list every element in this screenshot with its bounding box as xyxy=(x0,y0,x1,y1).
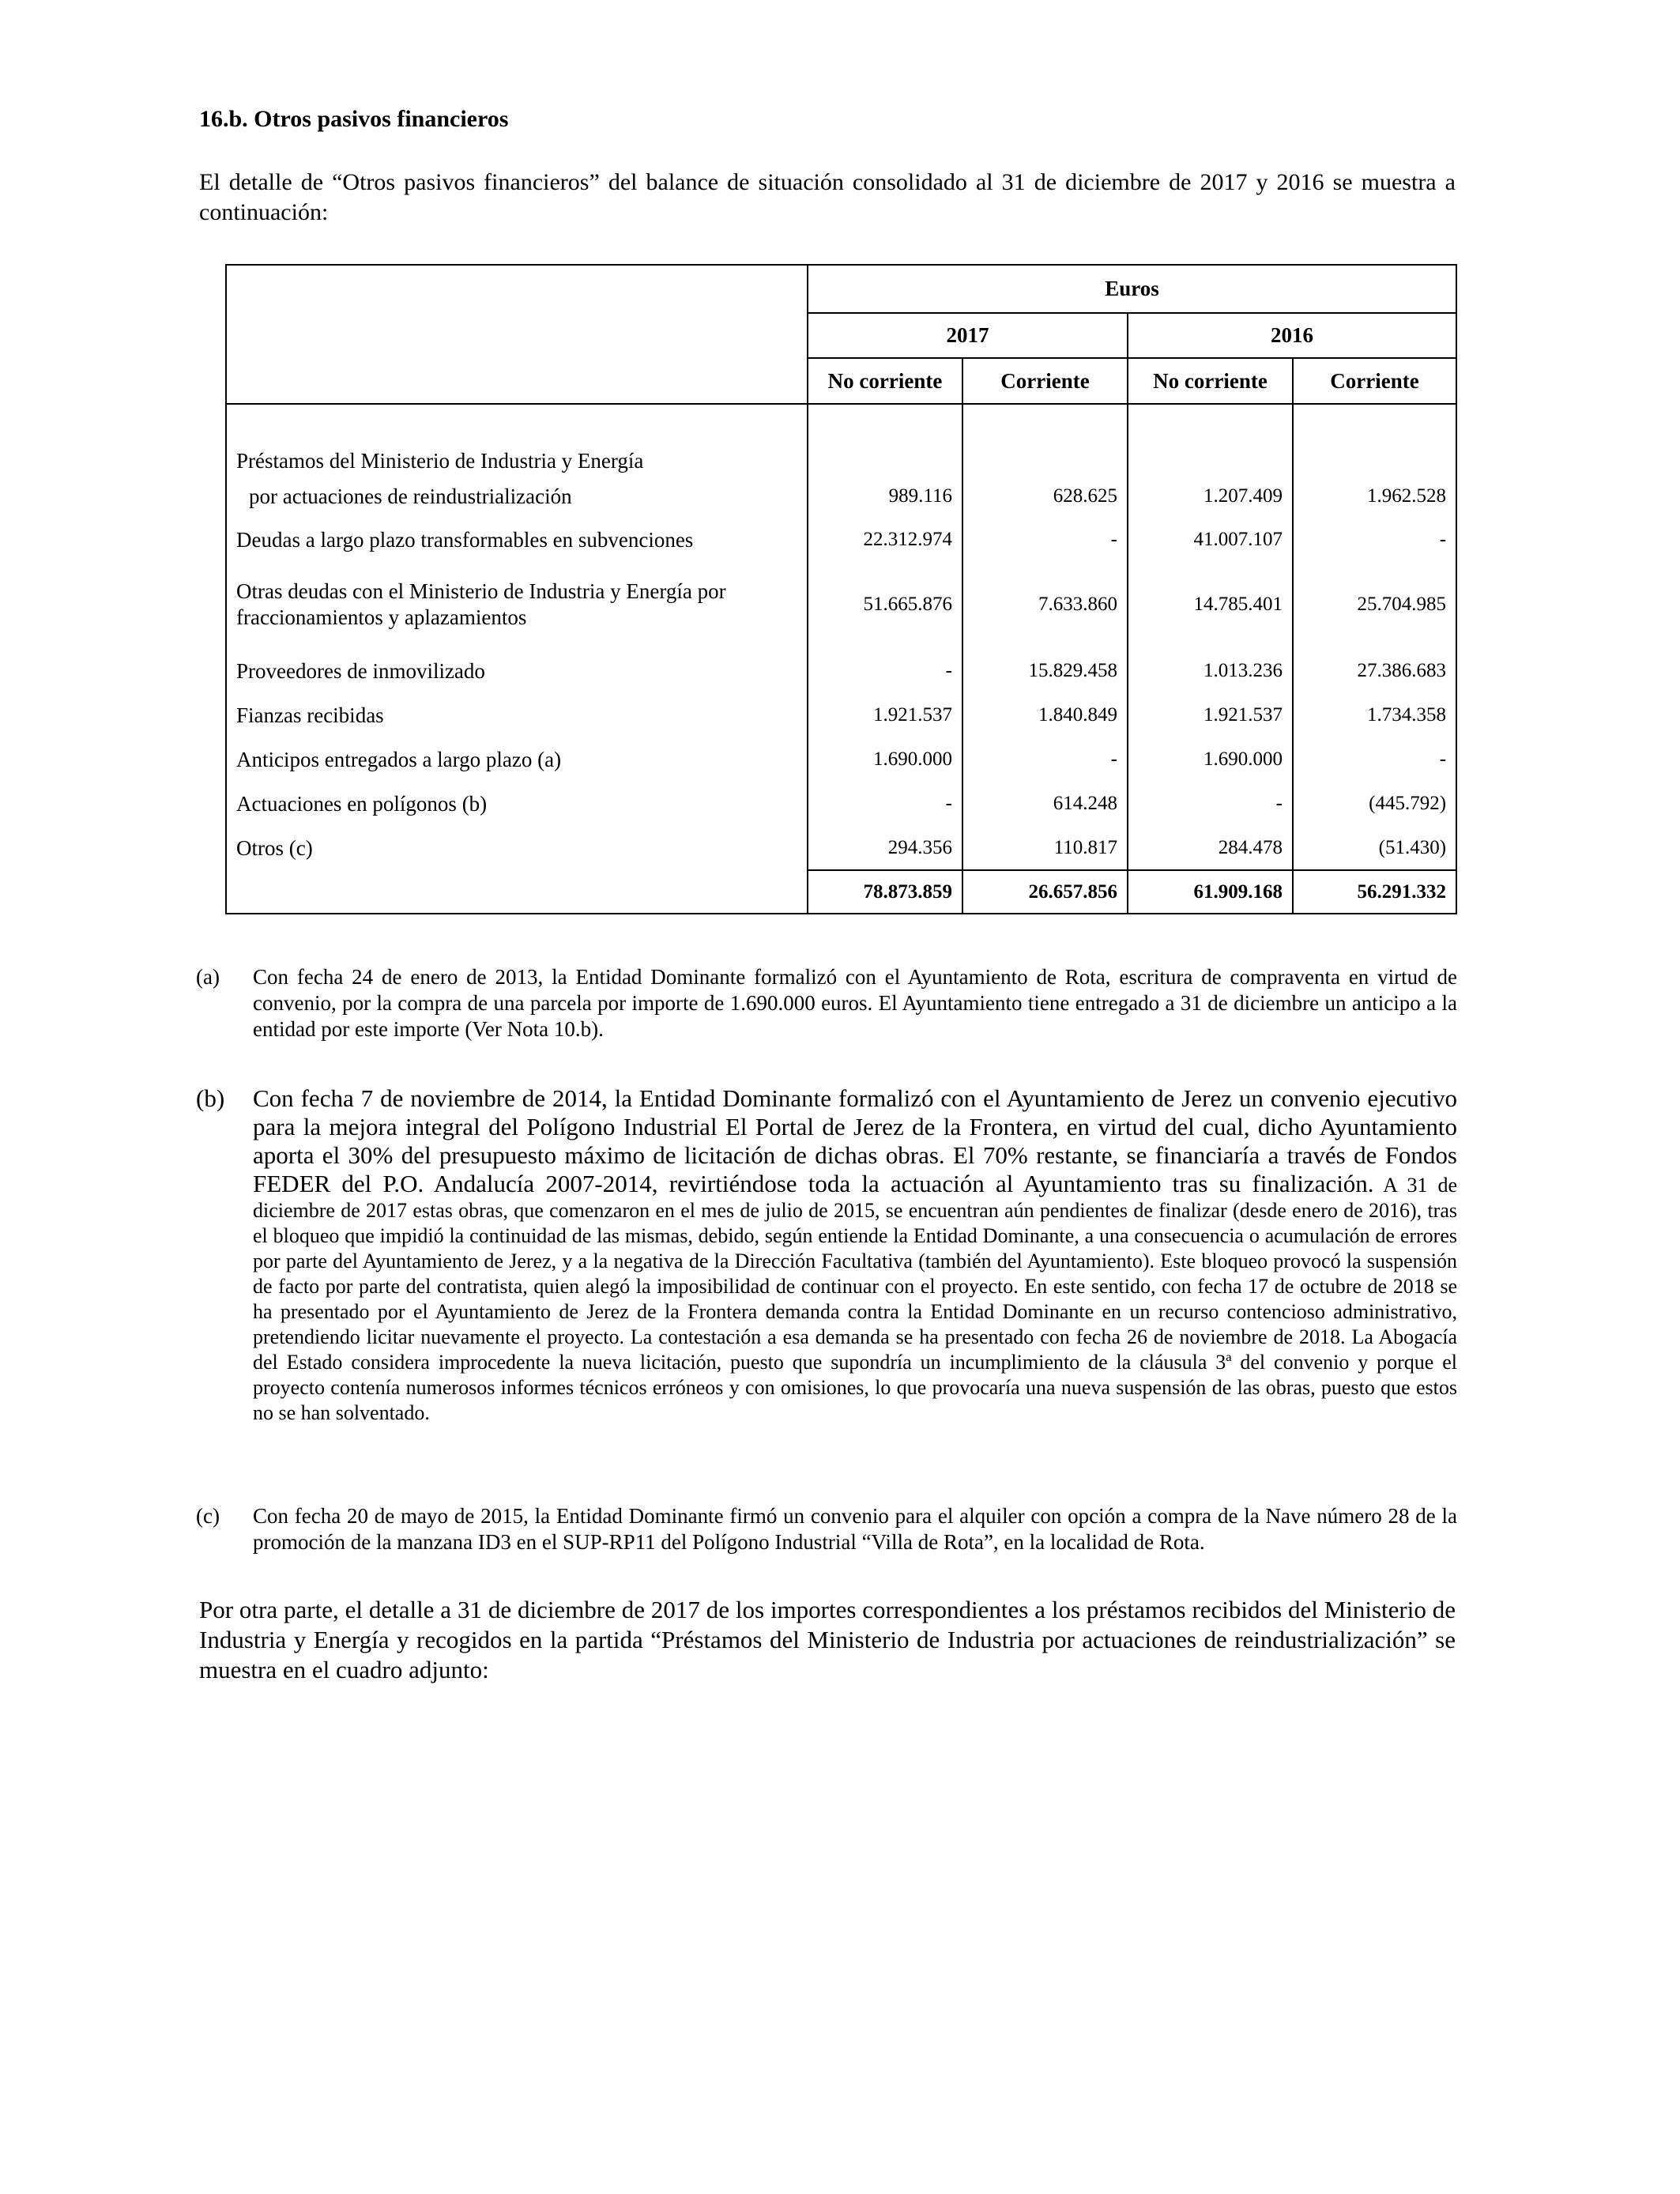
total-row: 78.873.859 26.657.856 61.909.168 56.291.332 xyxy=(226,870,1456,914)
table-row: Otros (c) 294.356 110.817 284.478 (51.430) xyxy=(226,826,1456,870)
footnote-text-large: Con fecha 7 de noviembre de 2014, la Entidad Dominante formalizó con el Ayuntamiento de Jerez un convenio ejecutivo para la mejora integral del Polígono Industrial El Portal de Jerez de la Frontera, en virtud del cual, dicho Ayuntamiento aporta el 30% del presupuesto máximo de licitación de dichas obras. El 70% restante, se financiaría a través de Fondos FEDER del P.O. Andalucía 2007-2014, revirtiéndose toda la actuación al Ayuntamiento tras su finalización. xyxy=(253,1084,1457,1197)
footnote-text: Con fecha 24 de enero de 2013, la Entidad Dominante formalizó con el Ayuntamiento de Rota, escritura de compraventa en virtud de convenio, por la compra de una parcela por importe de 1.690.000 euros. El Ayuntamiento tiene entregado a 31 de diciembre un anticipo a la entidad por este importe (Ver Nota 10.b). xyxy=(253,965,1457,1041)
table-row: Deudas a largo plazo transformables en subvenciones 22.312.974 - 41.007.107 - xyxy=(226,519,1456,560)
table-row: Préstamos del Ministerio de Industria y Energía xyxy=(226,435,1456,473)
currency-header: Euros xyxy=(808,265,1456,313)
year-header-2016: 2016 xyxy=(1128,313,1456,358)
year-header-2017: 2017 xyxy=(808,313,1128,358)
subheader: No corriente xyxy=(1128,358,1293,404)
subheader: Corriente xyxy=(962,358,1128,404)
subheader: Corriente xyxy=(1293,358,1456,404)
footnote-b xyxy=(196,1084,1457,1426)
footnote-c xyxy=(196,1503,1457,1555)
footnote-tag: (c) xyxy=(196,1504,220,1528)
table-row: Otras deudas con el Ministerio de Industria y Energía por fraccionamientos y aplazamientos 51.665.876 7.633.860 14.785.401 25.704.985 xyxy=(226,560,1456,649)
footnote-tag: (b) xyxy=(196,1084,225,1112)
table-row: Proveedores de inmovilizado - 15.829.458 1.013.236 27.386.683 xyxy=(226,649,1456,693)
footnote-text-small: A 31 de diciembre de 2017 estas obras, que comenzaron en el mes de julio de 2015, se encuentran aún pendientes de finalizar (desde enero de 2016), tras el bloqueo que impidió la continuidad de las mismas, debido, según entiende la Entidad Dominante, a una consecuencia o acumulación de errores por parte del Ayuntamiento de Jerez, y a la negativa de la Dirección Facultativa (también del Ayuntamiento). Este bloqueo provocó la suspensión de facto por parte del contratista, quien alegó la imposibilidad de continuar con el proyecto. En este sentido, con fecha 17 de octubre de 2018 se ha presentado por el Ayuntamiento de Jerez de la Frontera demanda contra la Entidad Dominante en un recurso contencioso administrativo, pretendiendo licitar nuevamente el proyecto. La contestación a esa demanda se ha presentado con fecha 26 de noviembre de 2018. La Abogacía del Estado considera improcedente la nueva licitación, puesto que supondría un incumplimiento de la cláusula 3ª del convenio y porque el proyecto contenía numerosos informes técnicos erróneos y con omisiones, lo que provocaría una nueva suspensión de las obras, puesto que estos no se han solventado. xyxy=(253,1174,1457,1424)
table-row: Anticipos entregados a largo plazo (a) 1.690.000 - 1.690.000 - xyxy=(226,737,1456,782)
intro-paragraph: El detalle de “Otros pasivos financieros” del balance de situación consolidado al 31 de diciembre de 2017 y 2016 se muestra a continuación: xyxy=(199,169,1456,225)
table-row: Fianzas recibidas 1.921.537 1.840.849 1.921.537 1.734.358 xyxy=(226,693,1456,737)
footnote-text: Con fecha 20 de mayo de 2015, la Entidad Dominante firmó un convenio para el alquiler con opción a compra de la Nave número 28 de la promoción de la manzana ID3 en el SUP-RP11 del Polígono Industrial “Villa de Rota”, en la localidad de Rota. xyxy=(253,1504,1457,1554)
section-title: 16.b. Otros pasivos financieros xyxy=(199,106,509,132)
footnote-a xyxy=(196,964,1457,1042)
table-row: Actuaciones en polígonos (b) - 614.248 - (445.792) xyxy=(226,782,1456,826)
table-header-blank xyxy=(226,265,808,404)
subheader: No corriente xyxy=(808,358,962,404)
financial-liabilities-table xyxy=(225,264,1457,914)
closing-paragraph: Por otra parte, el detalle a 31 de diciembre de 2017 de los importes correspondientes a los préstamos recibidos del Ministerio de Industria y Energía y recogidos en la partida “Préstamos del Ministerio de Industria por actuaciones de reindustrialización” se muestra en el cuadro adjunto: xyxy=(199,1596,1456,1683)
table-row: por actuaciones de reindustrialización 989.116 628.625 1.207.409 1.962.528 xyxy=(226,473,1456,519)
footnote-tag: (a) xyxy=(196,965,220,989)
